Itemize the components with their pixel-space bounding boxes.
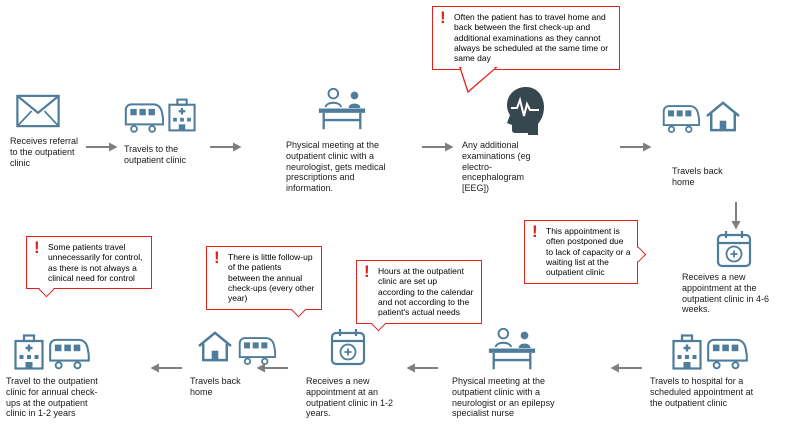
callout-tail <box>291 302 307 318</box>
arrow-right-icon <box>422 141 454 153</box>
step-label-examinations: Any additional examinations (eg electro-encephalogram [EEG]) <box>462 140 531 194</box>
hospital-icon <box>14 334 44 370</box>
meeting-desk-icon <box>486 326 538 372</box>
home-icon <box>196 330 234 362</box>
arrow-right-icon <box>620 141 652 153</box>
step-label-travel-checkups: Travel to the outpatient clinic for annual check-ups at the outpatient clinic in 1-2 years <box>6 376 98 419</box>
step-label-travel-home-first: Travels back home <box>672 166 723 187</box>
arrow-down-icon <box>730 202 742 230</box>
callout-text: Some patients travel unnecessarily for control, as there is not always a clinical need for control <box>48 242 143 284</box>
exclamation-icon: ! <box>532 222 538 241</box>
callout-unnecessary-travel <box>26 236 152 289</box>
arrow-left-icon <box>150 362 182 374</box>
step-label-travel-clinic: Travels to the outpatient clinic <box>124 144 187 165</box>
home-icon <box>704 100 742 132</box>
meeting-desk-icon <box>316 86 368 132</box>
train-icon <box>124 102 164 134</box>
step-label-meeting-first: Physical meeting at the outpatient clinic with a neurologist, gets medical prescriptions and information. <box>286 140 386 194</box>
train-icon <box>48 338 90 370</box>
callout-tail <box>39 282 55 298</box>
step-label-travel-home-second: Travels back home <box>190 376 241 397</box>
step-label-appointment-12-years: Receives a new appointment at an outpatient clinic in 1-2 years. <box>306 376 394 419</box>
callout-tail <box>371 316 387 332</box>
calendar-appointment-icon <box>330 328 366 366</box>
callout-postponed <box>524 220 638 284</box>
callout-travel-between <box>432 6 620 70</box>
callout-tail <box>459 67 497 93</box>
callout-text: Often the patient has to travel home and back between the first check-up and additional examinations as they cannot always be scheduled at the same time or same day <box>454 12 609 64</box>
calendar-appointment-icon <box>716 230 752 268</box>
exclamation-icon: ! <box>440 8 446 27</box>
step-label-meeting-second: Physical meeting at the outpatient clinic with a neurologist or an epilepsy specialist nurse <box>452 376 555 419</box>
arrow-left-icon <box>256 362 288 374</box>
callout-text: There is little follow-up of the patients between the annual check-ups (every other year) <box>228 252 315 304</box>
arrow-left-icon <box>610 362 642 374</box>
mail-icon <box>16 94 60 128</box>
arrow-right-icon <box>86 141 118 153</box>
hospital-icon <box>672 334 702 370</box>
step-label-appointment-46-weeks: Receives a new appointment at the outpatient clinic in 4-6 weeks. <box>682 272 770 315</box>
callout-calendar-hours <box>356 260 482 324</box>
callout-tail <box>630 247 646 263</box>
arrow-left-icon <box>406 362 438 374</box>
arrow-right-icon <box>210 141 242 153</box>
eeg-head-icon <box>502 86 546 136</box>
callout-text: Hours at the outpatient clinic are set up according to the calendar and not according to the patient's actual needs <box>378 266 474 318</box>
callout-text: This appointment is often postponed due to lack of capacity or a waiting list at the outpatient clinic <box>546 226 631 278</box>
exclamation-icon: ! <box>364 262 370 281</box>
step-label-referral: Receives referral to the outpatient clinic <box>10 136 79 168</box>
hospital-icon <box>168 98 196 132</box>
train-icon <box>706 338 748 370</box>
exclamation-icon: ! <box>214 248 220 267</box>
train-icon <box>662 104 700 134</box>
step-label-travel-hospital: Travels to hospital for a scheduled appointment at the outpatient clinic <box>650 376 754 408</box>
callout-little-followup <box>206 246 322 310</box>
exclamation-icon: ! <box>34 238 40 257</box>
